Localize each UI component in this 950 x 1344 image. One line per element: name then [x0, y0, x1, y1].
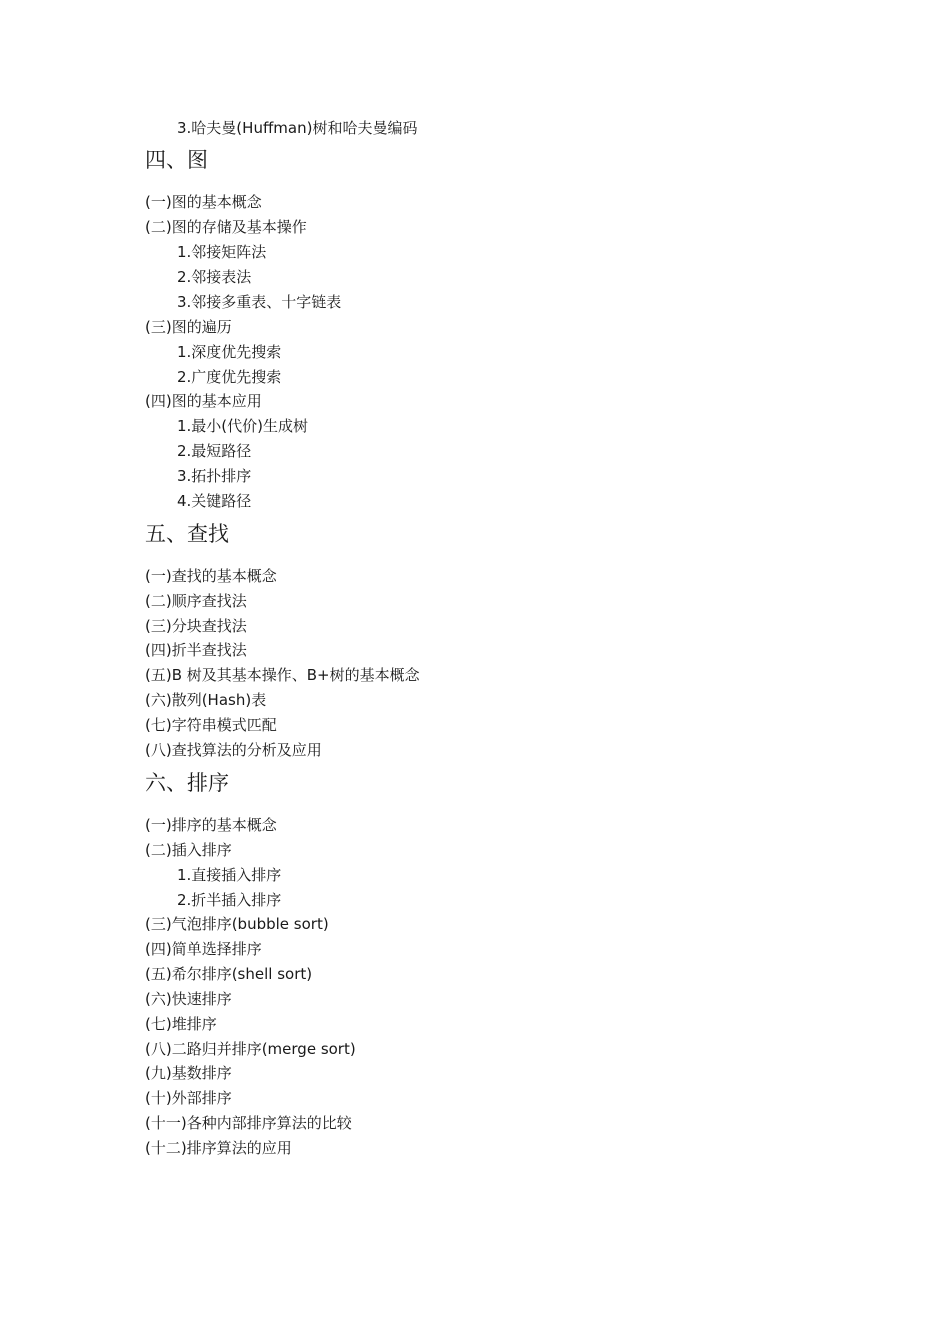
- list-item: (一)排序的基本概念: [145, 816, 277, 834]
- list-item: (一)查找的基本概念: [145, 567, 277, 585]
- list-item: 2.邻接表法: [177, 268, 252, 286]
- list-item: (四)简单选择排序: [145, 940, 262, 958]
- list-item: 2.广度优先搜索: [177, 368, 282, 386]
- list-item: (八)二路归并排序(merge sort): [145, 1040, 356, 1058]
- list-item: (十一)各种内部排序算法的比较: [145, 1114, 352, 1132]
- list-item: 1.直接插入排序: [177, 866, 282, 884]
- list-item: 2.最短路径: [177, 442, 252, 460]
- list-item: (七)堆排序: [145, 1015, 217, 1033]
- list-item: (七)字符串模式匹配: [145, 716, 277, 734]
- list-item: (四)折半查找法: [145, 641, 247, 659]
- list-item: (一)图的基本概念: [145, 193, 262, 211]
- list-item: (二)图的存储及基本操作: [145, 218, 307, 236]
- section-heading: 五、查找: [145, 522, 229, 546]
- list-item: (十)外部排序: [145, 1089, 232, 1107]
- list-item: 3.拓扑排序: [177, 467, 252, 485]
- list-item: 1.深度优先搜索: [177, 343, 282, 361]
- list-item: 3.邻接多重表、十字链表: [177, 293, 342, 311]
- list-item: 4.关键路径: [177, 492, 252, 510]
- section-heading: 六、排序: [145, 771, 229, 795]
- list-item: (五)B 树及其基本操作、B+树的基本概念: [145, 666, 420, 684]
- section-heading: 四、图: [145, 148, 208, 172]
- list-item: (三)图的遍历: [145, 318, 232, 336]
- list-item: (二)插入排序: [145, 841, 232, 859]
- list-item: 3.哈夫曼(Huffman)树和哈夫曼编码: [177, 119, 418, 137]
- list-item: (三)分块查找法: [145, 617, 247, 635]
- list-item: (五)希尔排序(shell sort): [145, 965, 313, 983]
- list-item: (十二)排序算法的应用: [145, 1139, 292, 1157]
- list-item: 1.邻接矩阵法: [177, 243, 267, 261]
- list-item: (六)快速排序: [145, 990, 232, 1008]
- list-item: (二)顺序查找法: [145, 592, 247, 610]
- list-item: (三)气泡排序(bubble sort): [145, 915, 329, 933]
- list-item: 1.最小(代价)生成树: [177, 417, 309, 435]
- list-item: (四)图的基本应用: [145, 392, 262, 410]
- list-item: (八)查找算法的分析及应用: [145, 741, 322, 759]
- list-item: (九)基数排序: [145, 1064, 232, 1082]
- list-item: 2.折半插入排序: [177, 891, 282, 909]
- list-item: (六)散列(Hash)表: [145, 691, 267, 709]
